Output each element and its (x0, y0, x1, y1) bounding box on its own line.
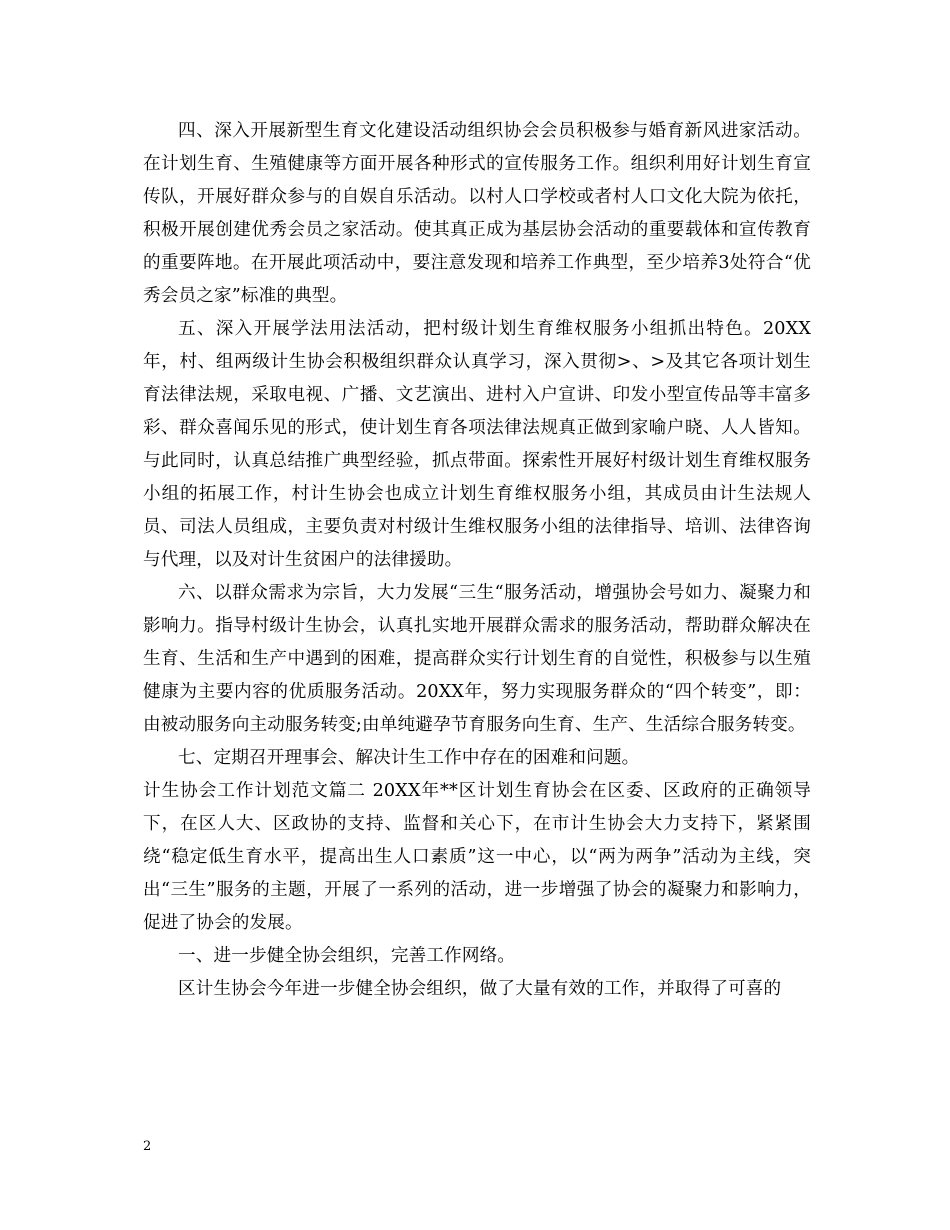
subheading-one: 一、进一步健全协会组织，完善工作网络。 (178, 946, 516, 966)
spacer (366, 781, 373, 801)
paragraph-seven: 七、定期召开理事会、解决计生工作中存在的困难和问题。 (178, 748, 640, 768)
section-intro: 20XX年**区计划生育协会在区委、区政府的正确领导下，在区人大、区政协的支持、监督和关心下，在市计生协会大力支持下，紧紧围绕“稳定低生育水平，提高出生人口素质”这一中心，以“两为两争”活动为主线，突出“三生”服务的主题，开展了一系列的活动，进一步增强了协会的凝聚力和影响力，促进了协会的发展。 (143, 781, 812, 933)
section-two-paragraph (143, 775, 811, 940)
document-body (143, 115, 811, 1006)
paragraph-four: 四、深入开展新型生育文化建设活动组织协会会员积极参与婚育新风进家活动。在计划生育、生殖健康等方面开展各种形式的宣传服务工作。组织利用好计划生育宣传队，开展好群众参与的自娱自乐活动。以村人口学校或者村人口文化大院为依托，积极开展创建优秀会员之家活动。使其真正成为基层协会活动的重要载体和宣传教育的重要阵地。在开展此项活动中，要注意发现和培养工作典型，至少培养3处符合“优秀会员之家”标准的典型。 (143, 121, 811, 306)
paragraph-continuation: 区计生协会今年进一步健全协会组织，做了大量有效的工作，并取得了可喜的 (178, 979, 782, 999)
page-number: 2 (143, 1139, 152, 1154)
paragraph-six: 六、以群众需求为宗旨，大力发展“三生“服务活动，增强协会号如力、凝聚力和影响力。指导村级计生协会，认真扎实地开展群众需求的服务活动，帮助群众解决在生育、生活和生产中遇到的困难，提高群众实行计划生育的自觉性，积极参与以生殖健康为主要内容的优质服务活动。20XX年，努力实现服务群众的“四个转变”，即：由被动服务向主动服务转变;由单纯避孕节育服务向生育、生产、生活综合服务转变。 (143, 583, 811, 735)
paragraph-five: 五、深入开展学法用法活动，把村级计划生育维权服务小组抓出特色。20XX年，村、组两级计生协会积极组织群众认真学习，深入贯彻>、>及其它各项计划生育法律法规，采取电视、广播、文艺演出、进村入户宣讲、印发小型宣传品等丰富多彩、群众喜闻乐见的形式，使计划生育各项法律法规真正做到家喻户晓、人人皆知。与此同时，认真总结推广典型经验，抓点带面。探索性开展好村级计划生育维权服务小组的拓展工作，村计生协会也成立计划生育维权服务小组，其成员由计生法规人员、司法人员组成，主要负责对村级计生维权服务小组的法律指导、培训、法律咨询与代理，以及对计生贫困户的法律援助。 (143, 319, 811, 570)
section-title: 计生协会工作计划范文篇二 (143, 781, 366, 801)
